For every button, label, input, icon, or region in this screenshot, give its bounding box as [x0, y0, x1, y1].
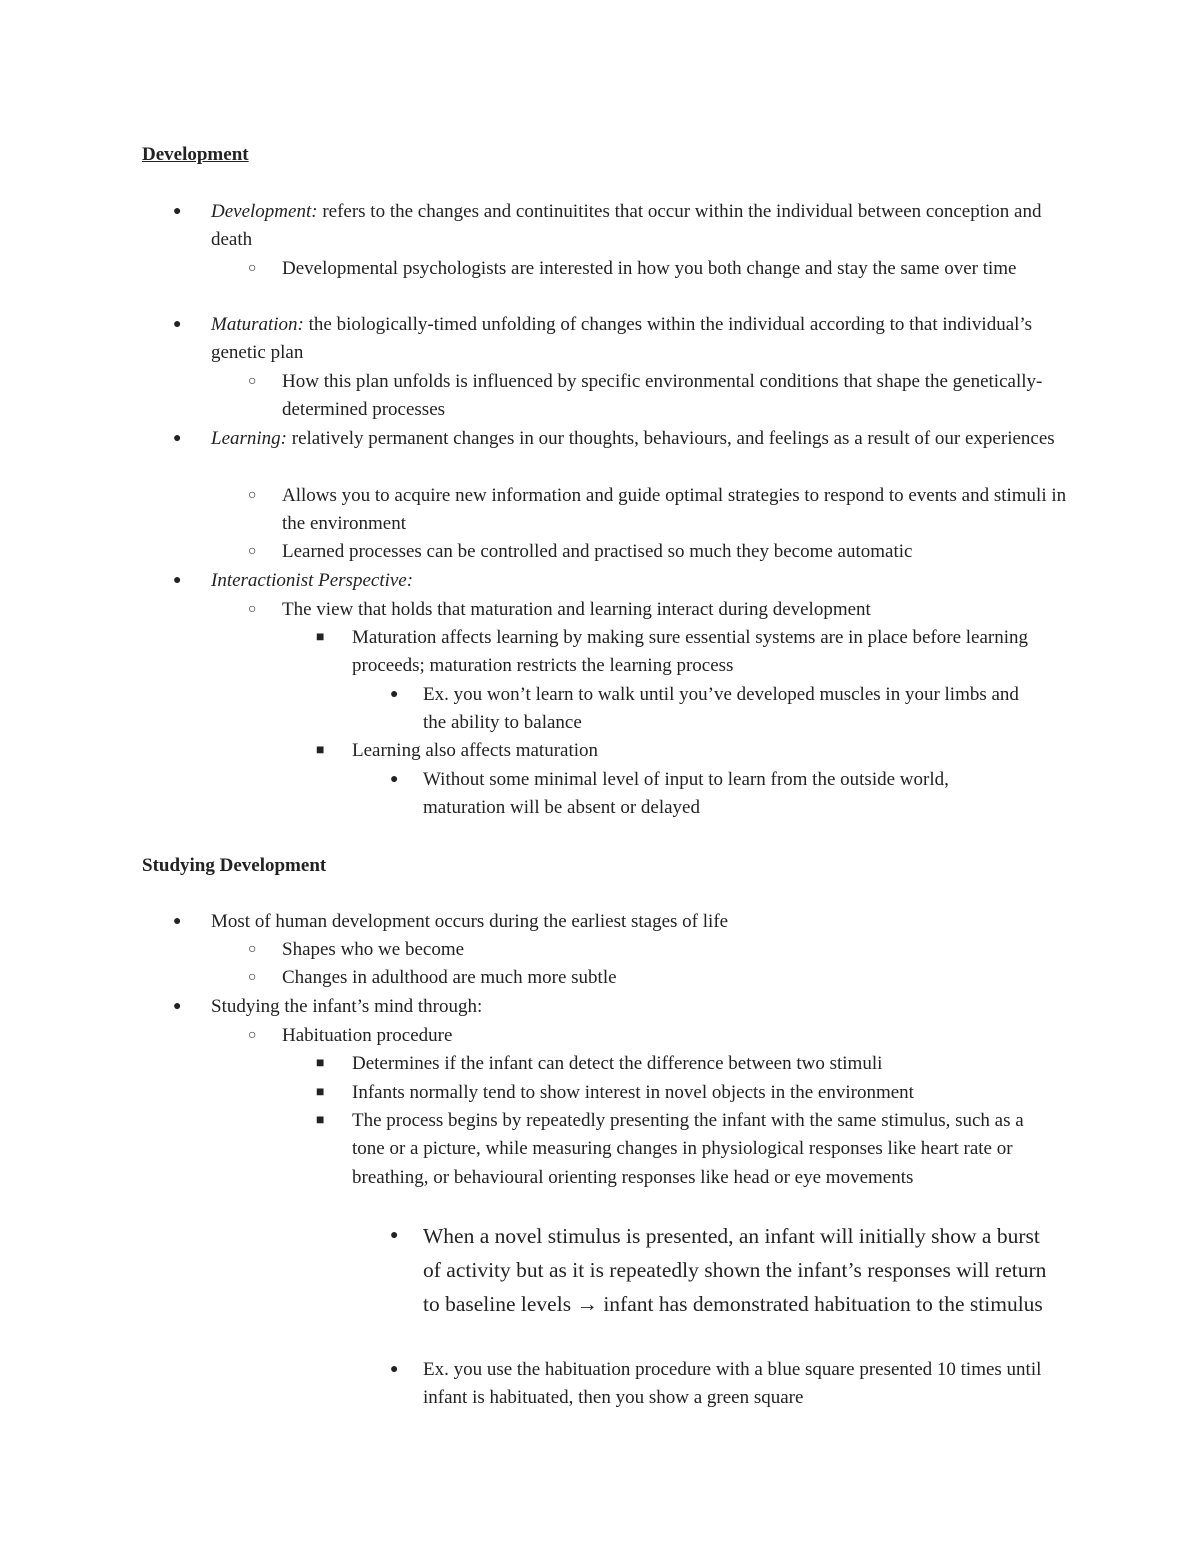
definition-development: refers to the changes and continuitites that occur within the individual between conception and death	[211, 201, 1042, 251]
square-bullet: ■	[316, 1113, 325, 1128]
disc-bullet: ●	[173, 431, 182, 446]
list-item-inter-sub1: ○ The view that holds that maturation and learning interact during development	[282, 596, 1072, 624]
list-item-hab-a: ■ Determines if the infant can detect the difference between two stimuli	[352, 1050, 1062, 1078]
disc-bullet: ●	[173, 317, 182, 332]
circle-bullet: ○	[248, 544, 257, 559]
list-item-habituation: ○ Habituation procedure	[282, 1022, 1062, 1050]
circle-bullet: ○	[248, 261, 257, 276]
list-item-inter-sub1-b-i: ● Without some minimal level of input to learn from the outside world, maturation will be absent or delayed	[423, 766, 1033, 823]
list-item-most-sub1: ○ Shapes who we become	[282, 936, 1062, 964]
section-heading-development: Development	[142, 144, 249, 165]
list-item-learn-sub1: ○ Allows you to acquire new information and guide optimal strategies to respond to events and stimuli in the environment	[282, 482, 1072, 539]
definition-learning: relatively permanent changes in our thoughts, behaviours, and feelings as a result of our experiences	[287, 428, 1055, 449]
list-item-most: ● Most of human development occurs during the earliest stages of life	[211, 908, 1071, 936]
circle-bullet: ○	[248, 942, 257, 957]
term-development: Development:	[211, 201, 318, 222]
disc-bullet: ●	[173, 914, 182, 929]
list-item-hab-c-i: ● When a novel stimulus is presented, an infant will initially show a burst of activity but as it is repeatedly shown the infant’s responses will return to baseline levels → infant has demonstrated habituation to the stimulus	[423, 1219, 1063, 1321]
list-item-mat-sub1: ○ How this plan unfolds is influenced by specific environmental conditions that shape the genetically-determined processes	[282, 368, 1062, 425]
circle-bullet: ○	[248, 374, 257, 389]
list-item-hab-c: ■ The process begins by repeatedly presenting the infant with the same stimulus, such as a tone or a picture, while measuring changes in physiological responses like heart rate or breathing, or behavioural orienting responses like head or eye movements	[352, 1107, 1052, 1192]
circle-bullet: ○	[248, 488, 257, 503]
disc-bullet: ●	[173, 999, 182, 1014]
list-item-learning	[173, 425, 1071, 453]
term-maturation: Maturation:	[211, 314, 304, 335]
list-item-development	[173, 198, 1051, 255]
circle-bullet: ○	[248, 602, 257, 617]
list-item-hab-b: ■ Infants normally tend to show interest in novel objects in the environment	[352, 1079, 1062, 1107]
section-heading-studying-development: Studying Development	[142, 855, 327, 876]
term-learning: Learning:	[211, 428, 287, 449]
circle-bullet: ○	[248, 1028, 257, 1043]
circle-bullet: ○	[248, 970, 257, 985]
square-bullet: ■	[316, 1056, 325, 1071]
list-item-learn-sub2: ○ Learned processes can be controlled and practised so much they become automatic	[282, 538, 1082, 566]
term-interactionist: Interactionist Perspective:	[211, 570, 414, 591]
list-item-inter-sub1-a: ■ Maturation affects learning by making sure essential systems are in place before learning proceeds; maturation restricts the learning process	[352, 624, 1062, 681]
disc-bullet: ●	[390, 1228, 399, 1243]
list-item-inter-sub1-a-i: ● Ex. you won’t learn to walk until you’ve developed muscles in your limbs and the ability to balance	[423, 681, 1033, 738]
list-item-dev-sub1: ○ Developmental psychologists are interested in how you both change and stay the same over time	[282, 255, 1052, 283]
list-item-inter-sub1-b: ■ Learning also affects maturation	[352, 737, 1052, 765]
disc-bullet: ●	[173, 573, 182, 588]
square-bullet: ■	[316, 743, 325, 758]
list-item-studying: ● Studying the infant’s mind through:	[211, 993, 1071, 1021]
list-item-interactionist	[173, 567, 1071, 595]
list-item-most-sub2: ○ Changes in adulthood are much more subtle	[282, 964, 1062, 992]
disc-bullet: ●	[173, 204, 182, 219]
list-item-hab-c-ii: ● Ex. you use the habituation procedure with a blue square presented 10 times until infant is habituated, then you show a green square	[423, 1356, 1043, 1413]
disc-bullet: ●	[390, 772, 399, 787]
definition-maturation: the biologically-timed unfolding of changes within the individual according to that individual’s genetic plan	[211, 314, 1033, 364]
square-bullet: ■	[316, 1085, 325, 1100]
square-bullet: ■	[316, 630, 325, 645]
disc-bullet: ●	[390, 687, 399, 702]
list-item-maturation	[173, 311, 1071, 368]
disc-bullet: ●	[390, 1362, 399, 1377]
